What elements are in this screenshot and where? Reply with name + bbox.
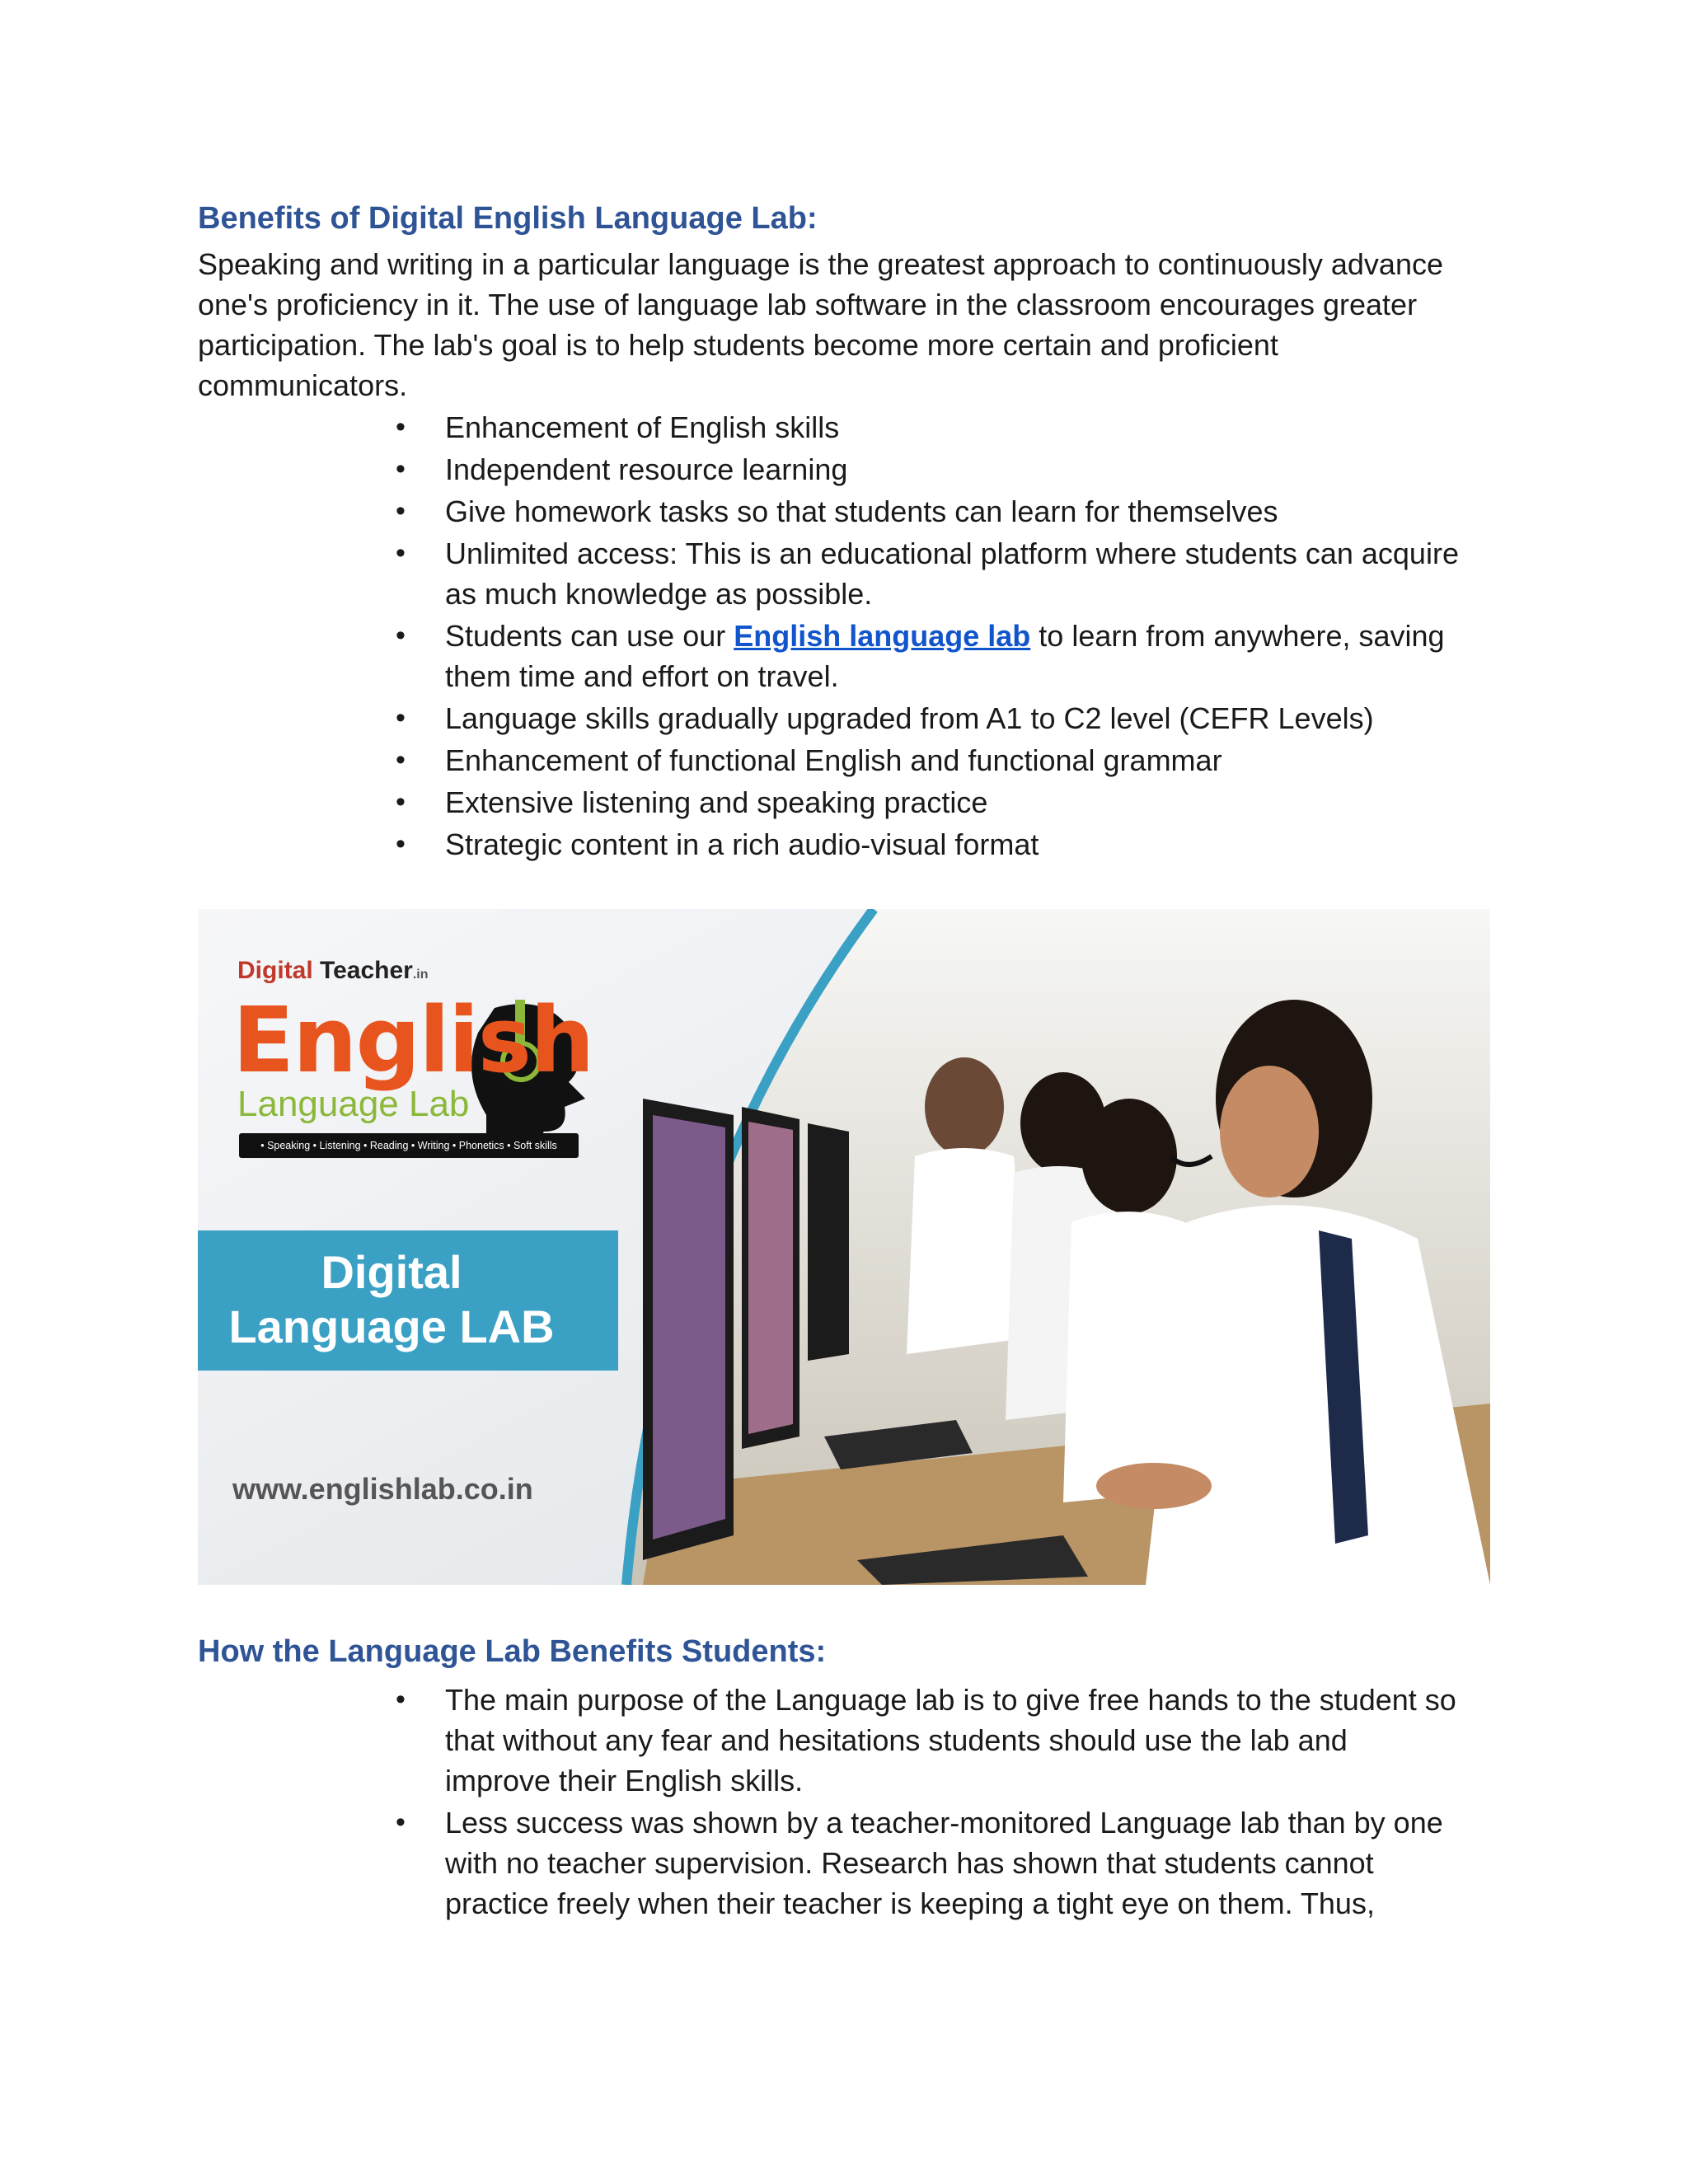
list-item-text: Unlimited access: This is an educational platform where students can acquire bbox=[445, 537, 1459, 570]
paragraph-line: participation. The lab's goal is to help students become more certain and proficient bbox=[198, 328, 1278, 362]
list-item-text: Language skills gradually upgraded from A1 to C2 level (CEFR Levels) bbox=[445, 701, 1374, 735]
banner-title bbox=[198, 1245, 585, 1354]
logo-text: Digital bbox=[237, 957, 313, 984]
list-item bbox=[396, 616, 1492, 696]
list-item-text: that without any fear and hesitations students should use the lab and bbox=[445, 1723, 1348, 1757]
list-item-text: Strategic content in a rich audio-visual format bbox=[445, 827, 1039, 861]
bullet-icon: • bbox=[396, 828, 406, 860]
list-item-text: Enhancement of English skills bbox=[445, 410, 840, 444]
logo-text: .in bbox=[412, 968, 429, 982]
list-item bbox=[396, 740, 1492, 780]
bullet-icon: • bbox=[396, 453, 406, 485]
bullet-icon: • bbox=[396, 537, 406, 569]
list-item-text: as much knowledge as possible. bbox=[445, 577, 873, 611]
bullet-icon: • bbox=[396, 411, 406, 443]
bullet-icon: • bbox=[396, 1807, 406, 1838]
bullet-icon: • bbox=[396, 744, 406, 776]
website-url: www.englishlab.co.in bbox=[232, 1472, 533, 1506]
bullet-icon: • bbox=[396, 702, 406, 733]
list-item-text: Enhancement of functional English and functional grammar bbox=[445, 743, 1222, 777]
benefits-list bbox=[396, 407, 1492, 866]
list-item bbox=[396, 1802, 1492, 1924]
bullet-icon: • bbox=[396, 495, 406, 527]
list-item-text: Give homework tasks so that students can learn for themselves bbox=[445, 494, 1278, 528]
list-item-text: with no teacher supervision. Research has shown that students cannot bbox=[445, 1846, 1374, 1880]
list-item bbox=[396, 824, 1492, 865]
list-item-text: to learn from anywhere, saving bbox=[1030, 619, 1445, 653]
list-item-text: Extensive listening and speaking practice bbox=[445, 785, 988, 819]
language-lab-banner-image bbox=[198, 909, 1490, 1585]
list-item bbox=[396, 698, 1492, 738]
list-item bbox=[396, 1680, 1492, 1801]
section-heading-benefits: Benefits of Digital English Language Lab: bbox=[198, 201, 818, 236]
list-item-text: Students can use our bbox=[445, 619, 734, 653]
list-item-text: improve their English skills. bbox=[445, 1764, 804, 1797]
student-benefits-list bbox=[396, 1680, 1492, 1925]
skills-strip: • Speaking • Listening • Reading • Writing • Phonetics • Soft skills bbox=[239, 1133, 579, 1158]
logo-english-text: English bbox=[232, 987, 593, 1093]
list-item bbox=[396, 449, 1492, 490]
list-item bbox=[396, 533, 1492, 614]
section-heading-how: How the Language Lab Benefits Students: bbox=[198, 1634, 827, 1669]
paragraph-line: communicators. bbox=[198, 368, 408, 402]
bullet-icon: • bbox=[396, 786, 406, 818]
list-item-text: The main purpose of the Language lab is to give free hands to the student so bbox=[445, 1683, 1456, 1717]
list-item-text: practice freely when their teacher is keeping a tight eye on them. Thus, bbox=[445, 1886, 1375, 1920]
bullet-icon: • bbox=[396, 620, 406, 651]
banner-title-line: Language LAB bbox=[228, 1301, 555, 1352]
list-item bbox=[396, 491, 1492, 532]
paragraph-line: one's proficiency in it. The use of language lab software in the classroom encourages greater bbox=[198, 288, 1418, 321]
logo-language-lab-text: Language Lab bbox=[237, 1084, 470, 1124]
list-item bbox=[396, 407, 1492, 448]
english-language-lab-link[interactable]: English language lab bbox=[734, 619, 1031, 653]
intro-paragraph bbox=[198, 244, 1484, 405]
list-item-text: Less success was shown by a teacher-monitored Language lab than by one bbox=[445, 1806, 1443, 1840]
bullet-icon: • bbox=[396, 1684, 406, 1715]
paragraph-line: Speaking and writing in a particular language is the greatest approach to continuously advance bbox=[198, 247, 1443, 281]
list-item-text: them time and effort on travel. bbox=[445, 659, 839, 693]
list-item-text: Independent resource learning bbox=[445, 452, 848, 486]
logo-text: Teacher bbox=[312, 957, 413, 984]
list-item bbox=[396, 782, 1492, 823]
digital-teacher-logo bbox=[237, 957, 429, 985]
banner-title-line: Digital bbox=[321, 1246, 462, 1298]
